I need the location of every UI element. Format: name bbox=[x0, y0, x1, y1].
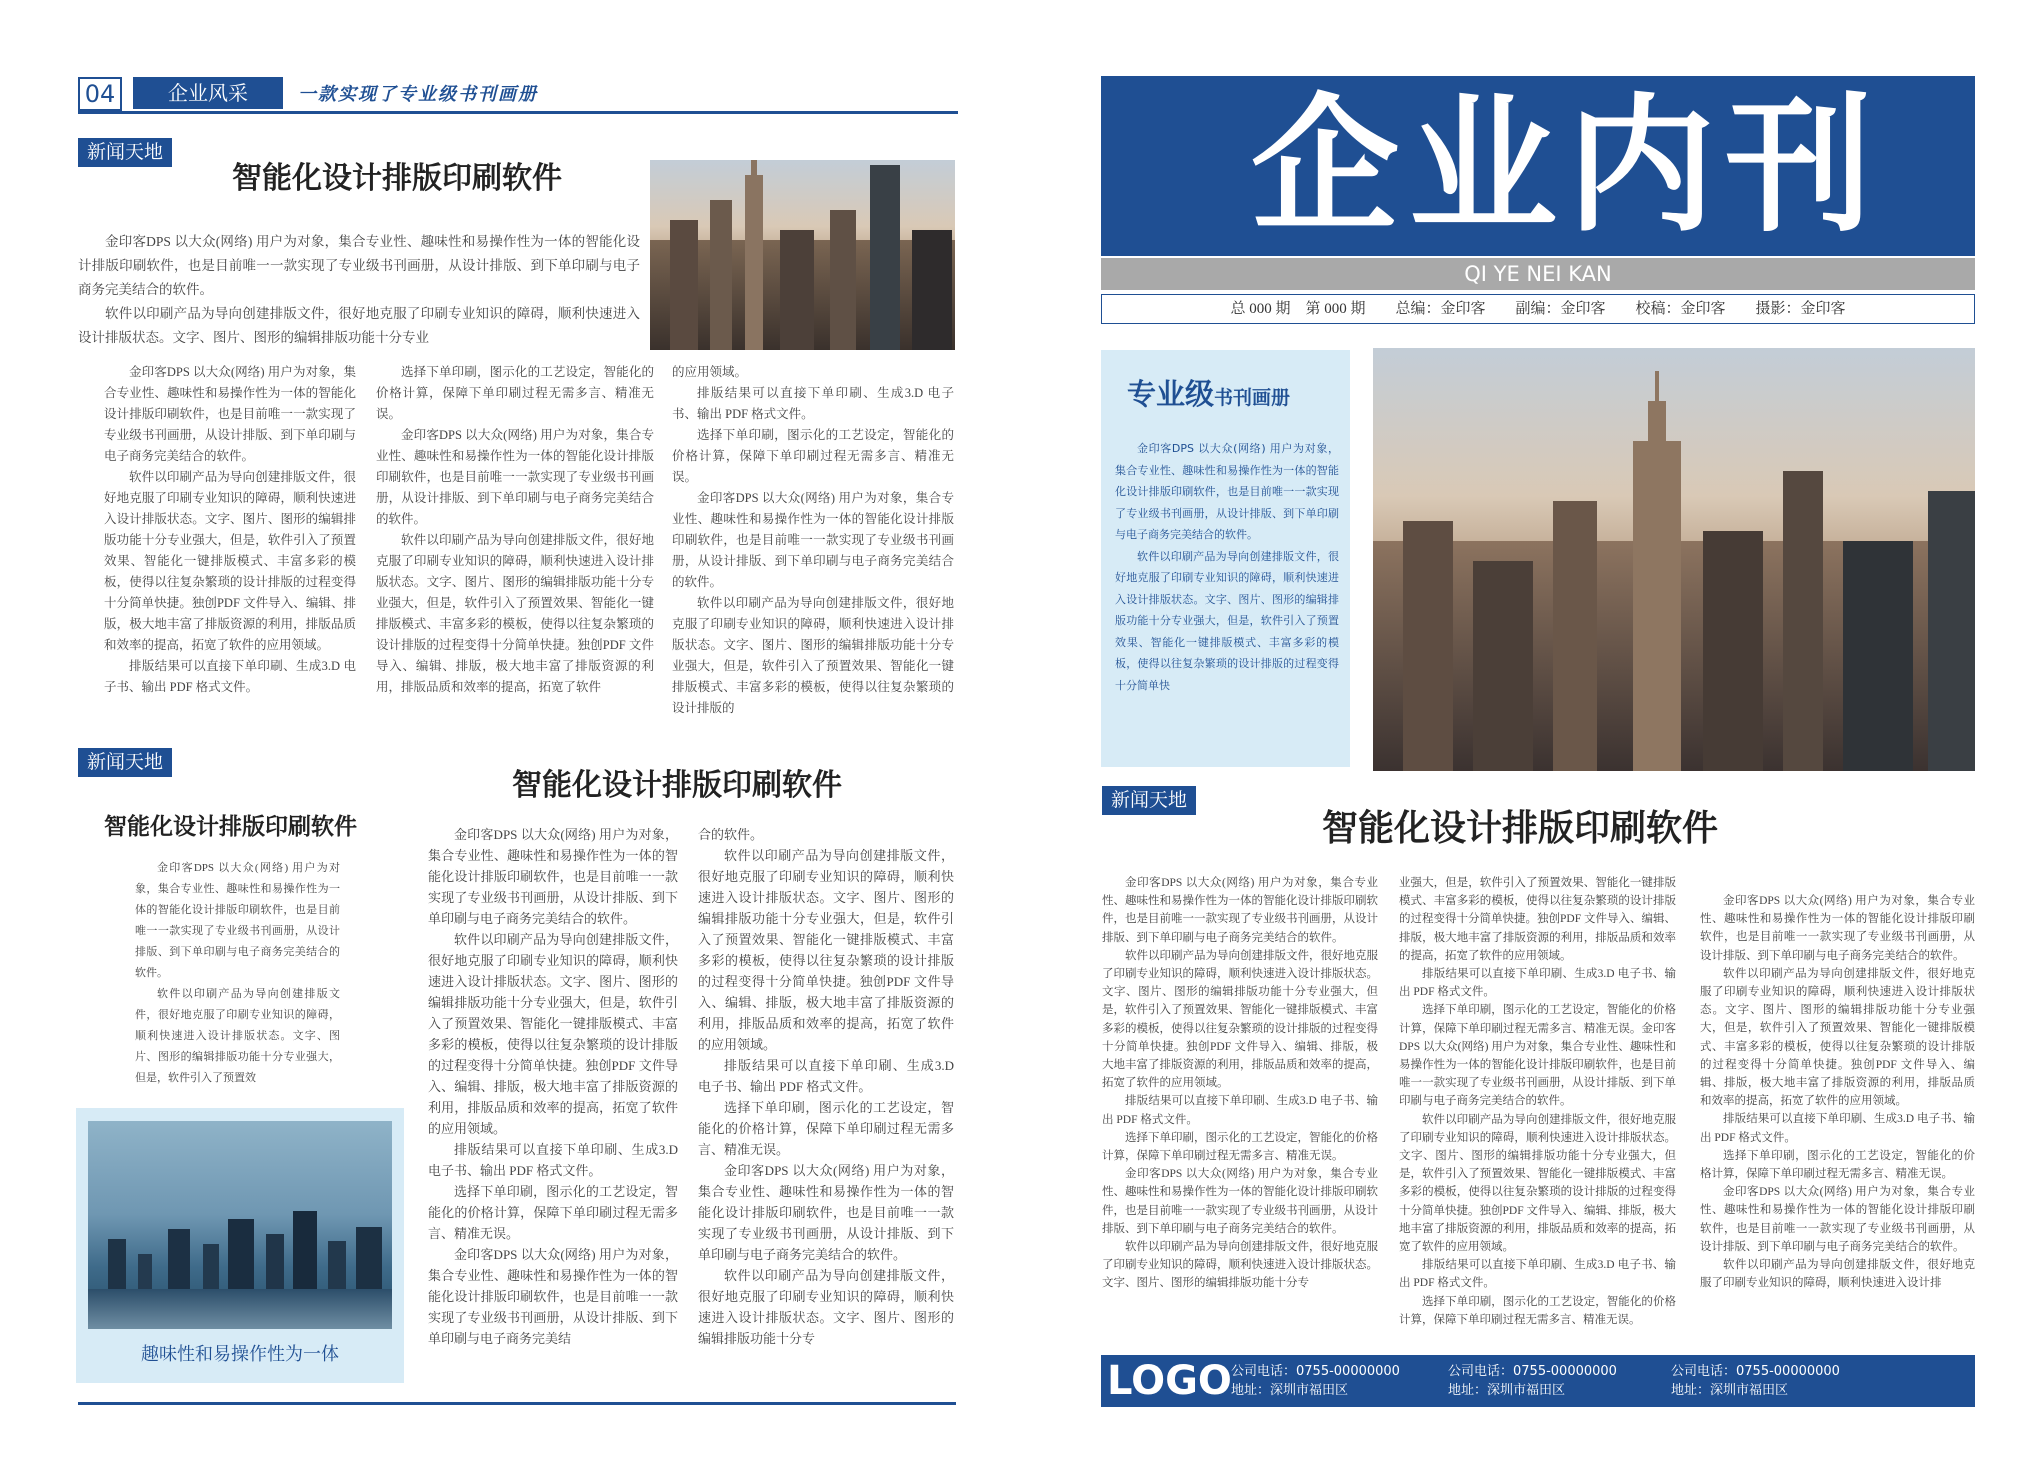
header-rule bbox=[78, 111, 958, 114]
paragraph: 金印客DPS 以大众(网络) 用户为对象，集合专业性、趣味性和易操作性为一体的智能化设计排版印刷软件，也是目前唯一一款实现了专业级书刊画册，从设计排版、到下单印刷与电子商务完美结合的软件。 bbox=[698, 1163, 954, 1262]
paragraph: 金印客DPS 以大众(网络) 用户为对象，集合专业性、趣味性和易操作性为一体的智能化设计排版印刷软件，也是目前唯一一款实现了专业级书刊画册，从设计排版、到下单印刷与电子商务完美结 bbox=[428, 1247, 678, 1346]
contact-phone: 公司电话：0755-00000000 bbox=[1671, 1364, 1840, 1379]
masthead bbox=[1101, 76, 1975, 256]
article-column bbox=[428, 824, 678, 1349]
footer-contact bbox=[1448, 1362, 1617, 1400]
footer-contact bbox=[1671, 1362, 1840, 1400]
paragraph: 选择下单印刷，图示化的工艺设定，智能化的价格计算，保障下单印刷过程无需多言、精准无误。 bbox=[1700, 1149, 1975, 1181]
intro-paragraph: 软件以印刷产品为导向创建排版文件，很好地克服了印刷专业知识的障碍，顺利快速进入设计排版状态。文字、图片、图形的编辑排版功能十分专业 bbox=[78, 306, 640, 345]
paragraph: 金印客DPS 以大众(网络) 用户为对象，集合专业性、趣味性和易操作性为一体的智能化设计排版印刷软件，也是目前唯一一款实现了专业级书刊画册，从设计排版、到下单印刷与电子商务完美结合的软件。 bbox=[135, 862, 340, 979]
paragraph: 排版结果可以直接下单印刷、生成3.D 电子书、输出 PDF 格式文件。 bbox=[1399, 968, 1676, 999]
paragraph: 软件以印刷产品为导向创建排版文件，很好地克服了印刷专业知识的障碍，顺利快速进入设计排版状态。文字、图片、图形的编辑排版功能十分专业强大，但是，软件引入了预置效果、智能化一键排版模式、丰富多彩的模板，使得以往复杂繁琐的设计排版的过程变得十分简单快捷。独创PDF 文件导入、编辑、排版，极大地丰富了排版资源的利用，排版品质和效率的提高，拓宽了软件的应用领域。 bbox=[698, 848, 954, 1052]
paragraph: 软件以印刷产品为导向创建排版文件，很好地克服了印刷专业知识的障碍，顺利快速进入设计排版状态。文字、图片、图形的编辑排版功能十分专业强大，但是，软件引入了预置效果、智能化一键排版模式、丰富多彩的模板，使得以往复杂繁琐的设计排版的过程变得十分简单快捷。独创PDF 文件导入、编辑、排版，极大地丰富了排版资源的利用，排版品质和效率的提高，拓宽了软件的应用领域。 bbox=[104, 470, 356, 652]
feature-title-small: 书刊画册 bbox=[1214, 387, 1291, 409]
city-skyline-photo bbox=[650, 160, 955, 350]
paragraph: 金印客DPS 以大众(网络) 用户为对象，集合专业性、趣味性和易操作性为一体的智能化设计排版印刷软件，也是目前唯一一款实现了专业级书刊画册，从设计排版、到下单印刷与电子商务完美结合的软件。 bbox=[428, 827, 678, 926]
paragraph: 排版结果可以直接下单印刷、生成3.D 电子书、输出 PDF 格式文件。 bbox=[1700, 1113, 1975, 1144]
page-number: 04 bbox=[78, 77, 122, 111]
masthead-info: 总 000 期 第 000 期 总编：金印客 副编：金印客 校稿：金印客 摄影：金印客 bbox=[1101, 294, 1975, 324]
paragraph: 金印客DPS 以大众(网络) 用户为对象，集合专业性、趣味性和易操作性为一体的智能化设计排版印刷软件，也是目前唯一一款实现了专业级书刊画册，从设计排版、到下单印刷与电子商务完美结合的软件。 bbox=[376, 428, 654, 526]
paragraph: 金印客DPS 以大众(网络) 用户为对象，集合专业性、趣味性和易操作性为一体的智能化设计排版印刷软件，也是目前唯一一款实现了专业级书刊画册，从设计排版、到下单印刷与电子商务完美结合的软件。 bbox=[1700, 1186, 1975, 1253]
paragraph: 选择下单印刷，图示化的工艺设定，智能化的价格计算，保障下单印刷过程无需多言、精准无误。金印客DPS 以大众(网络) 用户为对象，集合专业性、趣味性和易操作性为一体的智能化设计排版印刷软件，也是目前唯一一款实现了专业级书刊画册，从设计排版、到下单印刷与电子商务完美结合的软件。 bbox=[1399, 1004, 1676, 1108]
masthead-pinyin: QI YE NEI KAN bbox=[1101, 258, 1975, 290]
paragraph: 金印客DPS 以大众(网络) 用户为对象，集合专业性、趣味性和易操作性为一体的智能化设计排版印刷软件，也是目前唯一一款实现了专业级书刊画册，从设计排版、到下单印刷与电子商务完美结合的软件。 bbox=[104, 365, 356, 463]
paragraph: 选择下单印刷，图示化的工艺设定，智能化的价格计算，保障下单印刷过程无需多言、精准无误。 bbox=[1102, 1131, 1378, 1163]
paragraph: 排版结果可以直接下单印刷、生成3.D 电子书、输出 PDF 格式文件。 bbox=[698, 1058, 954, 1094]
side-title: 智能化设计排版印刷软件 bbox=[104, 814, 357, 840]
article-title: 智能化设计排版印刷软件 bbox=[512, 768, 842, 803]
paragraph: 排版结果可以直接下单印刷、生成3.D 电子书、输出 PDF 格式文件。 bbox=[1399, 1259, 1676, 1290]
footer-rule bbox=[78, 1402, 956, 1405]
paragraph: 软件以印刷产品为导向创建排版文件，很好地克服了印刷专业知识的障碍，顺利快速进入设计排版状态。文字、图片、图形的编辑排版功能十分专业强大，但是，软件引入了预置效果、智能化一键排版模式、丰富多彩的模板，使得以往复杂繁琐的设计排版的过程变得十分简单快捷。独创PDF 文件导入、编辑、排版，极大地丰富了排版资源的利用，排版品质和效率的提高，拓宽了软件的应用领域。 bbox=[1399, 1113, 1676, 1254]
article-column bbox=[672, 362, 954, 719]
feature-text bbox=[1115, 438, 1339, 696]
paragraph: 合的软件。 bbox=[698, 827, 764, 842]
paragraph: 金印客DPS 以大众(网络) 用户为对象，集合专业性、趣味性和易操作性为一体的智能化设计排版印刷软件，也是目前唯一一款实现了专业级书刊画册，从设计排版、到下单印刷与电子商务完美结合的软件。 bbox=[672, 491, 954, 589]
logo: LOGO bbox=[1107, 1358, 1232, 1404]
harbor-skyline-photo bbox=[88, 1121, 392, 1329]
paragraph: 选择下单印刷，图示化的工艺设定，智能化的价格计算，保障下单印刷过程无需多言、精准无误。 bbox=[698, 1100, 954, 1157]
article-title: 智能化设计排版印刷软件 bbox=[1322, 808, 1719, 849]
article-column bbox=[376, 362, 654, 698]
photo-panel bbox=[76, 1108, 404, 1383]
article-column bbox=[698, 824, 954, 1349]
paragraph: 金印客DPS 以大众(网络) 用户为对象，集合专业性、趣味性和易操作性为一体的智能化设计排版印刷软件，也是目前唯一一款实现了专业级书刊画册，从设计排版、到下单印刷与电子商务完美结合的软件。 bbox=[1700, 895, 1975, 962]
paragraph: 软件以印刷产品为导向创建排版文件，很好地克服了印刷专业知识的障碍，顺利快速进入设计排版状态。文字、图片、图形的编辑排版功能十分专 bbox=[698, 1268, 954, 1346]
paragraph: 软件以印刷产品为导向创建排版文件，很好地克服了印刷专业知识的障碍，顺利快速进入设计排版状态。文字、图片、图形的编辑排版功能十分专业强大，但是，软件引入了预置效果、智能化一键排版模式、丰富多彩的模板，使得以往复杂繁琐的设计排版的过程变得十分简单快捷。独创PDF 文件导入、编辑、排版，极大地丰富了排版资源的利用，排版品质和效率的提高，拓宽了软件的应用领域。 bbox=[1102, 949, 1378, 1090]
contact-address: 地址：深圳市福田区 bbox=[1231, 1383, 1349, 1398]
paragraph: 排版结果可以直接下单印刷、生成3.D 电子书、输出 PDF 格式文件。 bbox=[672, 386, 954, 421]
contact-phone: 公司电话：0755-00000000 bbox=[1448, 1364, 1617, 1379]
masthead-title: 企业内刊 bbox=[1251, 80, 1883, 252]
paragraph: 软件以印刷产品为导向创建排版文件，很好地克服了印刷专业知识的障碍，顺利快速进入设计排版状态。文字、图片、图形的编辑排版功能十分专业强大，但是，软件引入了预置效果、智能化一键排版模式、丰富多彩的模板，使得以往复杂繁琐的设计排版的 bbox=[672, 596, 954, 715]
article-title: 智能化设计排版印刷软件 bbox=[232, 161, 562, 196]
side-text bbox=[135, 858, 340, 1089]
paragraph: 选择下单印刷，图示化的工艺设定，智能化的价格计算，保障下单印刷过程无需多言、精准无误。 bbox=[672, 428, 954, 484]
article-column bbox=[1102, 874, 1378, 1293]
article-intro bbox=[78, 230, 640, 350]
feature-title bbox=[1127, 372, 1290, 413]
article-column bbox=[1700, 892, 1975, 1292]
paragraph: 排版结果可以直接下单印刷、生成3.D 电子书、输出 PDF 格式文件。 bbox=[428, 1142, 678, 1178]
paragraph: 排版结果可以直接下单印刷、生成3.D 电子书、输出 PDF 格式文件。 bbox=[1102, 1095, 1378, 1126]
contact-address: 地址：深圳市福田区 bbox=[1448, 1383, 1566, 1398]
paragraph: 软件以印刷产品为导向创建排版文件，很好地克服了印刷专业知识的障碍，顺利快速进入设计排版状态。文字、图片、图形的编辑排版功能十分专业强大，但是，软件引入了预置效果、智能化一键排版模式、丰富多彩的模板，使得以往复杂繁琐的设计排版的过程变得十分简单快捷。独创PDF 文件导入、编辑、排版，极大地丰富了排版资源的利用，排版品质和效率的提高，拓宽了软件的应用领域。 bbox=[428, 932, 678, 1136]
paragraph: 选择下单印刷，图示化的工艺设定，智能化的价格计算，保障下单印刷过程无需多言、精准无误。 bbox=[376, 365, 654, 421]
header-slogan: 一款实现了专业级书刊画册 bbox=[298, 84, 538, 105]
paragraph: 软件以印刷产品为导向创建排版文件，很好地克服了印刷专业知识的障碍，顺利快速进入设计排版状态。文字、图片、图形的编辑排版功能十分专业强大，但是，软件引入了预置效果、智能化一键排版模式、丰富多彩的模板，使得以往复杂繁琐的设计排版的过程变得十分简单快捷。独创PDF 文件导入、编辑、排版，极大地丰富了排版资源的利用，排版品质和效率的提高，拓宽了软件的应用领域。 bbox=[1700, 967, 1975, 1108]
paragraph: 软件以印刷产品为导向创建排版文件，很好地克服了印刷专业知识的障碍，顺利快速进入设计排版状态。文字、图片、图形的编辑排版功能十分专业强大，但是，软件引入了预置效果、智能化一键排版模式、丰富多彩的模板，使得以往复杂繁琐的设计排版的过程变得十分简单快捷。独创PDF 文件导入、编辑、排版，极大地丰富了排版资源的利用，排版品质和效率的提高，拓宽了软件 bbox=[376, 533, 654, 694]
news-tag: 新闻天地 bbox=[78, 138, 172, 167]
paragraph: 软件以印刷产品为导向创建排版文件，很好地克服了印刷专业知识的障碍，顺利快速进入设计排版状态。文字、图片、图形的编辑排版功能十分专业强大，但是，软件引入了预置效果、智能化一键排版模式、丰富多彩的模板，使得以往复杂繁琐的设计排版的过程变得十分简单快 bbox=[1115, 549, 1339, 692]
photo-caption: 趣味性和易操作性为一体 bbox=[141, 1344, 339, 1365]
paragraph: 选择下单印刷，图示化的工艺设定，智能化的价格计算，保障下单印刷过程无需多言、精准无误。 bbox=[1399, 1295, 1676, 1326]
intro-paragraph: 金印客DPS 以大众(网络) 用户为对象，集合专业性、趣味性和易操作性为一体的智能化设计排版印刷软件，也是目前唯一一款实现了专业级书刊画册，从设计排版、到下单印刷与电子商务完美结合的软件。 bbox=[78, 234, 640, 297]
paragraph: 选择下单印刷，图示化的工艺设定，智能化的价格计算，保障下单印刷过程无需多言、精准无误。 bbox=[428, 1184, 678, 1241]
feature-panel bbox=[1101, 350, 1350, 767]
section-label: 企业风采 bbox=[133, 77, 283, 109]
paragraph: 排版结果可以直接下单印刷、生成3.D 电子书、输出 PDF 格式文件。 bbox=[104, 659, 356, 694]
paragraph: 业强大，但是，软件引入了预置效果、智能化一键排版模式、丰富多彩的模板，使得以往复杂繁琐的设计排版的过程变得十分简单快捷。独创PDF 文件导入、编辑、排版，极大地丰富了排版资源的利用，排版品质和效率的提高，拓宽了软件的应用领域。 bbox=[1399, 877, 1676, 962]
footer-bar bbox=[1101, 1355, 1975, 1407]
contact-address: 地址：深圳市福田区 bbox=[1671, 1383, 1789, 1398]
paragraph: 金印客DPS 以大众(网络) 用户为对象，集合专业性、趣味性和易操作性为一体的智能化设计排版印刷软件，也是目前唯一一款实现了专业级书刊画册，从设计排版、到下单印刷与电子商务完美结合的软件。 bbox=[1102, 877, 1378, 944]
city-skyline-photo bbox=[1373, 348, 1975, 771]
footer-contact bbox=[1231, 1362, 1400, 1400]
article-column bbox=[104, 362, 356, 698]
paragraph: 的应用领域。 bbox=[672, 365, 748, 379]
paragraph: 软件以印刷产品为导向创建排版文件，很好地克服了印刷专业知识的障碍，顺利快速进入设计排版状态。文字、图片、图形的编辑排版功能十分专 bbox=[1102, 1241, 1378, 1290]
feature-title-big: 专业级 bbox=[1127, 377, 1215, 411]
news-tag: 新闻天地 bbox=[1102, 786, 1196, 815]
paragraph: 软件以印刷产品为导向创建排版文件，很好地克服了印刷专业知识的障碍，顺利快速进入设计排版状态。文字、图片、图形的编辑排版功能十分专业强大，但是，软件引入了预置效 bbox=[135, 988, 340, 1084]
news-tag: 新闻天地 bbox=[78, 748, 172, 777]
article-column bbox=[1399, 874, 1676, 1329]
paragraph: 金印客DPS 以大众(网络) 用户为对象，集合专业性、趣味性和易操作性为一体的智能化设计排版印刷软件，也是目前唯一一款实现了专业级书刊画册，从设计排版、到下单印刷与电子商务完美结合的软件。 bbox=[1115, 442, 1339, 541]
paragraph: 金印客DPS 以大众(网络) 用户为对象，集合专业性、趣味性和易操作性为一体的智能化设计排版印刷软件，也是目前唯一一款实现了专业级书刊画册，从设计排版、到下单印刷与电子商务完美结合的软件。 bbox=[1102, 1168, 1378, 1235]
paragraph: 软件以印刷产品为导向创建排版文件，很好地克服了印刷专业知识的障碍，顺利快速进入设计排 bbox=[1700, 1259, 1975, 1290]
contact-phone: 公司电话：0755-00000000 bbox=[1231, 1364, 1400, 1379]
